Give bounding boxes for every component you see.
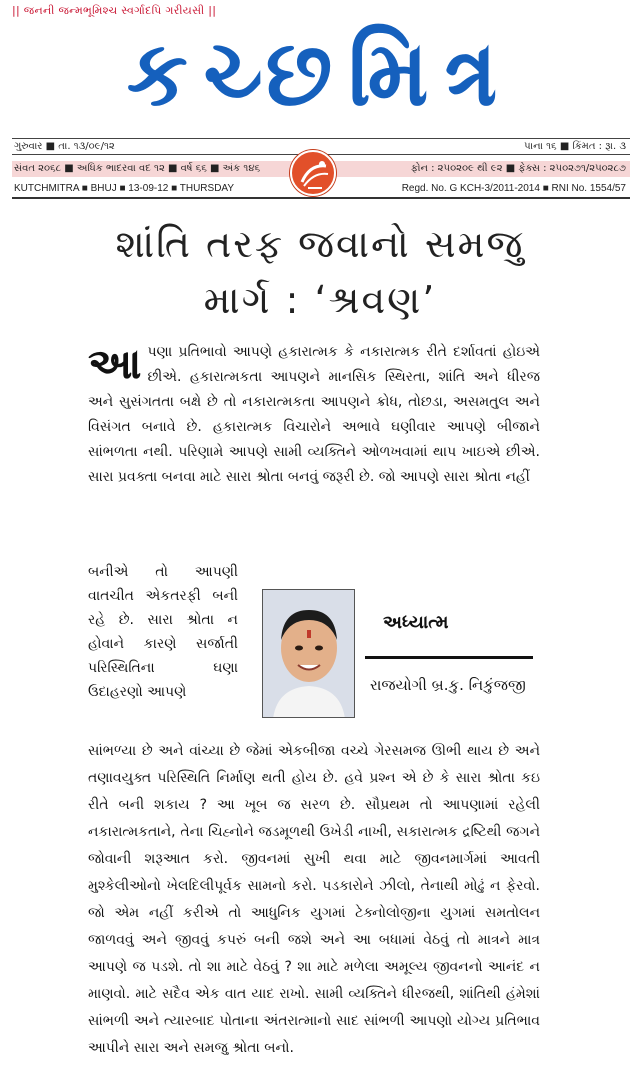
article-paragraph-top: [88, 340, 540, 490]
pages-price: પાના ૧૬ ■ કિંમત : રૂા. ૩: [524, 141, 626, 152]
author-byline: રાજયોગી બ્ર.કુ. નિકુંજજી: [370, 676, 526, 694]
samvat-volume: સંવત ૨૦૬૮ ■ અધિક ભાદરવા વદ ૧૨ ■ વર્ષ ૬૬ ■ અંક ૧૪૬: [14, 163, 261, 174]
newspaper-logo-emblem: [290, 150, 336, 196]
article-paragraph-narrow: બનીએ તો આપણી વાતચીત એકતરફી બની રહે છે. સારા શ્રોતા ન હોવાને કારણે સર્જાતી પરિસ્થિતિના ઘણા ઉદાહરણો આપણે: [88, 564, 238, 700]
registration-number: Regd. No. G KCH-3/2011-2014 ■ RNI No. 1554/57: [401, 183, 626, 194]
headline-line-2: માર્ગ : ‘શ્રવણ’: [203, 278, 437, 322]
issue-date: ગુરુવાર ■ તા. ૧૩/૦૯/૧૨: [14, 141, 115, 152]
section-label-spirituality: અધ્યાત્મ: [383, 612, 449, 633]
drop-cap: આ: [88, 339, 142, 388]
article-paragraph-bottom: સાંભળ્યા છે અને વાંચ્યા છે જેમાં એકબીજા વચ્ચે ગેરસમજ ઊભી થાય છે અને તણાવયુક્ત પરિસ્થિતિ નિર્માણ થતી હોય છે. હવે પ્રશ્ન એ છે કે સારા શ્રોતા કઇ રીતે બની શકાય ? આ ખૂબ જ સરળ છે. સૌપ્રથમ તો આપણામાં રહેલી નકારાત્મકતાને, તેના ચિહ્નોને જડમૂળથી ઉખેડી નાખી, સકારાત્મક દ્રષ્ટિથી જગને જોવાની શરૂઆત કરો. જીવનમાં સુખી થવા માટે જીવનમાર્ગમાં આવતી મુશ્કેલીઓનો ખેલદિલીપૂર્વક સામનો કરો. પડકારોને ઝીલો, તેનાથી મોઢું ન ફેરવો. જો એમ નહીં કરીએ તો આધુનિક યુગમાં ટેક્નોલોજીના યુગમાં સમતોલન જાળવવું અને જીવવું કપરું બની જશે અને આ બધામાં વેઠવું તો માત્રને માત્ર આપણે જ પડશે. તો શા માટે વેઠવું ? શા માટે મળેલા અમૂલ્ય જીવનનો આનંદ ન માણવો. માટે સદૈવ એક વાત યાદ રાખો. સામી વ્યક્તિને ધીરજથી, શાંતિથી હંમેશાં સાંભળી અને ત્યારબાદ પોતાના અંતરાત્માનો સાદ સાંભળી આપણો યોગ્ય પ્રતિભાવ આપીને સારા અને સમજુ શ્રોતા બનો.: [88, 743, 540, 1056]
newspaper-masthead: કચ્છમિત્ર: [126, 21, 514, 127]
article-text-top: પણા પ્રતિભાવો આપણે હકારાત્મક કે નકારાત્મક રીતે દર્શાવતાં હોઇએ છીએ. હકારાત્મકતા આપણને માનસિક સ્થિરતા, શાંતિ અને ધીરજ અને સુસંગતતા બક્ષે છે તો નકારાત્મકતા આપણને ક્રોધ, તોછડા, અસમતુલ અને વિસંગત બનાવે છે. હકારાત્મક વિચારોને અભાવે ઘણીવાર આપણે બીજાને સાંભળતા નથી. પરિણામે આપણે સામી વ્યક્તિને ઓળખવામાં થાપ ખાઇએ છીએ. સારા પ્રવક્તા બનવા માટે સારા શ્રોતા બનવું જરૂરી છે. જો આપણે સારા શ્રોતા નહીં: [88, 344, 540, 485]
headline-line-1: શાંતિ તરફ જવાનો સમજુ: [115, 222, 525, 266]
article-headline: [20, 216, 620, 328]
author-photo: [262, 589, 355, 718]
phone-fax: ફોન : ૨૫૦૨૦૯ થી ૯૨ ■ ફેક્સ : ૨૫૦૨૭૧/૨૫૦૨૮૭: [410, 163, 626, 174]
section-divider: [365, 656, 533, 659]
edition-line: KUTCHMITRA ■ BHUJ ■ 13-09-12 ■ THURSDAY: [14, 183, 235, 194]
masthead-tagline: || જનની જન્મભૂમિશ્ચ સ્વર્ગાદપિ ગરીયસી ||: [12, 4, 217, 17]
